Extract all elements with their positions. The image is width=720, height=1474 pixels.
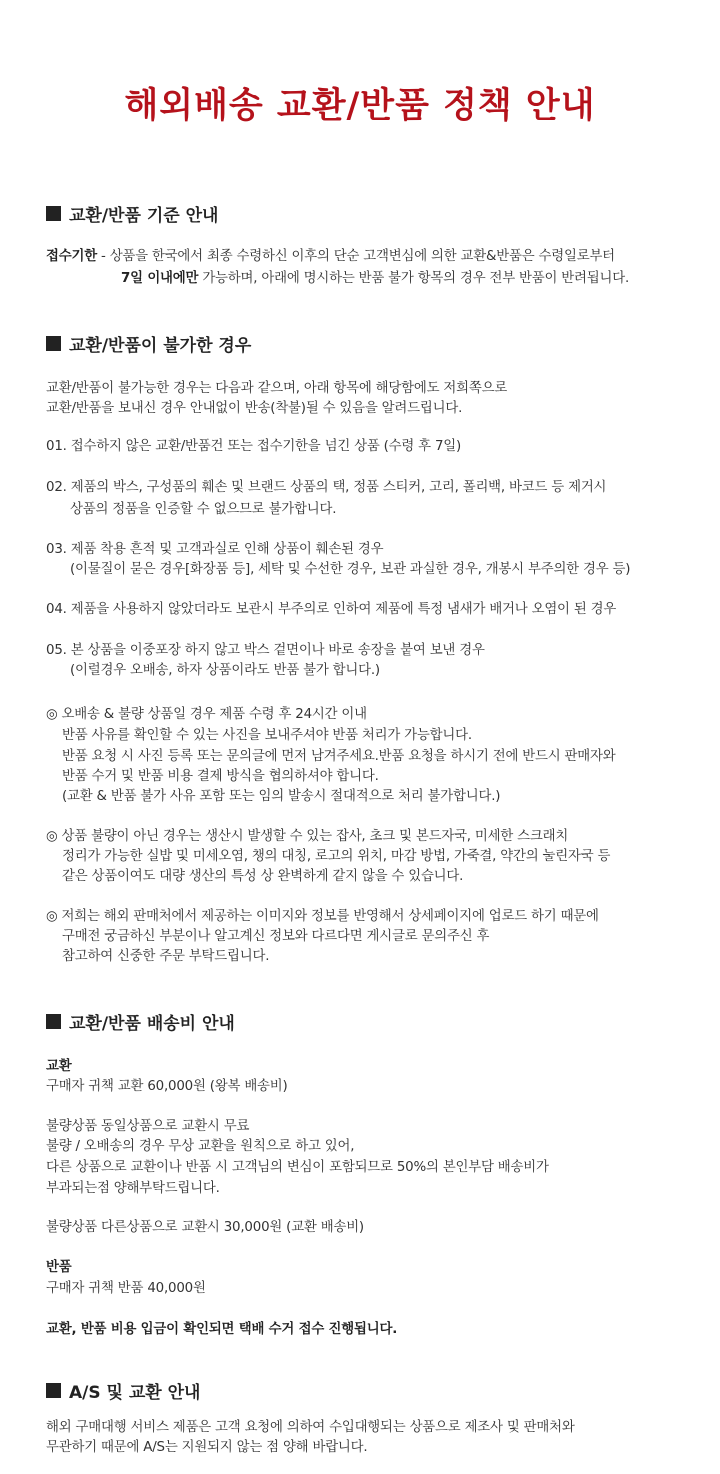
deadline-text-2: 가능하며, 아래에 명시하는 반품 불가 항목의 경우 전부 반품이 반려됩니다. — [198, 271, 630, 286]
exchange-line: 불량상품 동일상품으로 교환시 무료 — [46, 1119, 250, 1134]
deadline-text: - 상품을 한국에서 최종 수령하신 이후의 단순 고객변심에 의한 교환&반품은 수령일로부터 — [96, 249, 615, 264]
intro-line: 교환/반품을 보내신 경우 안내없이 반송(착불)될 수 있음을 알려드립니다. — [46, 401, 463, 416]
section-heading-label: 교환/반품이 불가한 경우 — [69, 336, 252, 356]
note-line: 반품 요청 시 사진 등록 또는 문의글에 먼저 남겨주세요.반품 요청을 하시기 전에 반드시 판매자와 — [62, 749, 616, 764]
exchange-line: 불량 / 오배송의 경우 무상 교환을 원칙으로 하고 있어, — [46, 1139, 355, 1154]
deadline-line — [46, 245, 615, 264]
as-line: 해외 구매대행 서비스 제품은 고객 요청에 의하여 수입대행되는 상품으로 제조사 및 판매처와 — [46, 1420, 575, 1435]
list-item: 05. 본 상품을 이중포장 하지 않고 박스 겉면이나 바로 송장을 붙여 보낸 경우 — [46, 643, 485, 658]
bullet-square-icon — [46, 1383, 61, 1398]
deadline-label: 접수기한 — [46, 249, 97, 264]
section-heading-label: 교환/반품 기준 안내 — [69, 206, 219, 226]
list-item: 01. 접수하지 않은 교환/반품건 또는 접수기한을 넘긴 상품 (수령 후 7일) — [46, 439, 462, 454]
section-heading-label: A/S 및 교환 안내 — [69, 1383, 201, 1403]
note-line: ◎ 저희는 해외 판매처에서 제공하는 이미지와 정보를 반영해서 상세페이지에 업로드 하기 때문에 — [46, 909, 599, 924]
page-title: 해외배송 교환/반품 정책 안내 — [124, 86, 596, 126]
bullet-square-icon — [46, 1014, 61, 1029]
deadline-bold: 7일 이내에만 — [121, 271, 199, 286]
section-heading-as — [46, 1378, 200, 1403]
note-line: ◎ 오배송 & 불량 상품일 경우 제품 수령 후 24시간 이내 — [46, 707, 367, 722]
note-line: 반품 수거 및 반품 비용 결제 방식을 협의하셔야 합니다. — [62, 769, 379, 784]
shipping-notice: 교환, 반품 비용 입금이 확인되면 택배 수거 접수 진행됩니다. — [46, 1322, 398, 1337]
note-line: (교환 & 반품 불가 사유 포함 또는 임의 발송시 절대적으로 처리 불가합니다.) — [62, 789, 501, 804]
note-line: 참고하여 신중한 주문 부탁드립니다. — [62, 949, 270, 964]
list-item: 04. 제품을 사용하지 않았더라도 보관시 부주의로 인하여 제품에 특정 냄새가 배거나 오염이 된 경우 — [46, 602, 617, 617]
exchange-line: 구매자 귀책 교환 60,000원 (왕복 배송비) — [46, 1079, 288, 1094]
note-line: 구매전 궁금하신 부분이나 알고계신 정보와 다르다면 게시글로 문의주신 후 — [62, 929, 490, 944]
section-heading-criteria — [46, 201, 218, 226]
section-heading-shipping — [46, 1009, 235, 1034]
list-item-continued: (이물질이 묻은 경우[화장품 등], 세탁 및 수선한 경우, 보관 과실한 경우, 개봉시 부주의한 경우 등) — [70, 562, 631, 577]
exchange-line: 다른 상품으로 교환이나 반품 시 고객님의 변심이 포함되므로 50%의 본인부담 배송비가 — [46, 1160, 549, 1175]
note-line: 같은 상품이여도 대량 생산의 특성 상 완벽하게 같지 않을 수 있습니다. — [62, 869, 464, 884]
list-item-continued: (이럴경우 오배송, 하자 상품이라도 반품 불가 합니다.) — [70, 663, 380, 678]
exchange-label: 교환 — [46, 1059, 72, 1074]
list-item: 02. 제품의 박스, 구성품의 훼손 및 브랜드 상품의 택, 정품 스티커, 고리, 폴리백, 바코드 등 제거시 — [46, 480, 607, 495]
intro-line: 교환/반품이 불가능한 경우는 다음과 같으며, 아래 항목에 해당함에도 저희쪽으로 — [46, 381, 508, 396]
exchange-line: 부과되는점 양해부탁드립니다. — [46, 1181, 220, 1196]
deadline-line-2 — [121, 267, 629, 286]
section-heading-impossible — [46, 331, 251, 356]
note-line: 정리가 가능한 실밥 및 미세오염, 챙의 대칭, 로고의 위치, 마감 방법, 가죽결, 약간의 눌린자국 등 — [62, 849, 611, 864]
return-line: 구매자 귀책 반품 40,000원 — [46, 1281, 206, 1296]
bullet-square-icon — [46, 206, 61, 221]
section-heading-label: 교환/반품 배송비 안내 — [69, 1014, 235, 1034]
exchange-line: 불량상품 다른상품으로 교환시 30,000원 (교환 배송비) — [46, 1220, 364, 1235]
bullet-square-icon — [46, 336, 61, 351]
note-line: ◎ 상품 불량이 아닌 경우는 생산시 발생할 수 있는 잡사, 초크 및 본드자국, 미세한 스크래치 — [46, 829, 569, 844]
list-item: 03. 제품 착용 흔적 및 고객과실로 인해 상품이 훼손된 경우 — [46, 542, 384, 557]
note-line: 반품 사유를 확인할 수 있는 사진을 보내주셔야 반품 처리가 가능합니다. — [62, 728, 472, 743]
as-line: 무관하기 때문에 A/S는 지원되지 않는 점 양해 바랍니다. — [46, 1440, 368, 1455]
return-label: 반품 — [46, 1260, 72, 1275]
list-item-continued: 상품의 정품을 인증할 수 없으므로 불가합니다. — [70, 502, 337, 517]
